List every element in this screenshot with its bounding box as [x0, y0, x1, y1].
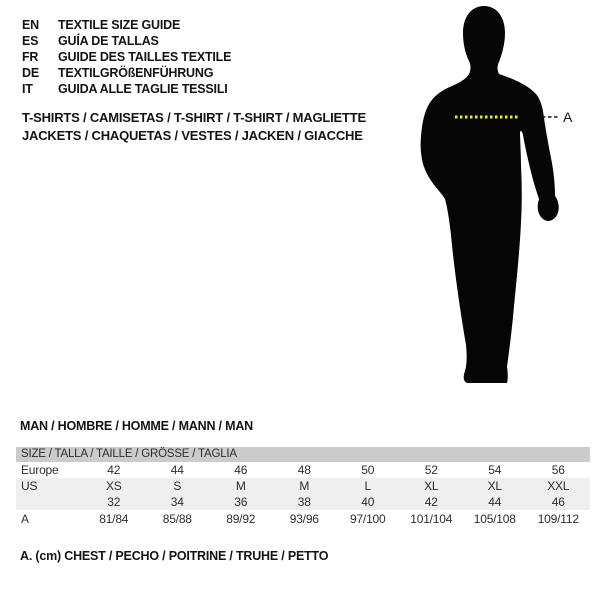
table-cell: L: [364, 479, 371, 493]
table-row: [16, 478, 590, 494]
category-jackets: JACKETS / CHAQUETAS / VESTES / JACKEN / GIACCHE: [22, 127, 363, 143]
language-row: [22, 17, 231, 33]
table-cell: XXL: [547, 479, 570, 493]
language-row: [22, 49, 231, 65]
table-cell: M: [235, 479, 246, 493]
table-cell: 48: [297, 463, 311, 477]
table-row-label: Europe: [21, 463, 59, 477]
table-row: [16, 462, 590, 478]
table-cell: 81/84: [99, 512, 129, 526]
table-cell: XL: [487, 479, 502, 493]
table-cell: 56: [551, 463, 565, 477]
language-name: TEXTILGRÖßENFÜHRUNG: [58, 66, 214, 80]
language-row: [22, 33, 231, 49]
table-cell: 36: [234, 495, 248, 509]
man-silhouette: [400, 0, 600, 400]
section-title-man: MAN / HOMBRE / HOMME / MANN / MAN: [20, 419, 253, 433]
table-cell: XS: [105, 479, 122, 493]
size-table: [16, 447, 590, 528]
language-code: IT: [22, 82, 33, 96]
table-cell: 46: [234, 463, 248, 477]
table-row: [16, 510, 590, 528]
language-code: DE: [22, 66, 39, 80]
category-lines: [22, 109, 366, 144]
language-code: EN: [22, 18, 39, 32]
language-row: [22, 65, 231, 81]
table-cell: 40: [361, 495, 375, 509]
table-cell: 46: [551, 495, 565, 509]
language-code: ES: [22, 34, 39, 48]
table-cell: 38: [297, 495, 311, 509]
table-row-label: US: [21, 479, 38, 493]
table-cell: XL: [424, 479, 439, 493]
measurement-footnote: A. (cm) CHEST / PECHO / POITRINE / TRUHE / PETTO: [20, 549, 329, 563]
table-cell: 85/88: [162, 512, 192, 526]
category-tshirts: T-SHIRTS / CAMISETAS / T-SHIRT / T-SHIRT / MAGLIETTE: [22, 110, 366, 125]
table-cell: 89/92: [226, 512, 256, 526]
table-cell: 42: [107, 463, 121, 477]
language-code: FR: [22, 50, 39, 64]
language-row: [22, 81, 231, 97]
table-cell: 97/100: [349, 512, 386, 526]
man-silhouette-shape: [421, 6, 559, 383]
table-cell: 109/112: [537, 512, 579, 526]
table-cell: 52: [424, 463, 438, 477]
table-cell: 44: [170, 463, 184, 477]
table-cell: 32: [107, 495, 121, 509]
table-cell: 54: [488, 463, 502, 477]
table-row-label: A: [21, 512, 29, 526]
table-cell: S: [173, 479, 182, 493]
table-cell: 101/104: [410, 512, 453, 526]
language-name: TEXTILE SIZE GUIDE: [58, 18, 181, 32]
language-list: [22, 17, 231, 97]
table-cell: 50: [361, 463, 375, 477]
table-row: [16, 494, 590, 510]
table-cell: 42: [424, 495, 438, 509]
language-name: GUÍA DE TALLAS: [58, 34, 159, 48]
table-cell: 105/108: [473, 512, 516, 526]
table-cell: 93/96: [289, 512, 319, 526]
language-name: GUIDE DES TAILLES TEXTILE: [58, 50, 232, 64]
size-table-header: SIZE / TALLA / TAILLE / GRÖSSE / TAGLIA: [16, 447, 590, 462]
language-name: GUIDA ALLE TAGLIE TESSILI: [58, 82, 228, 96]
measure-label-a: A: [563, 109, 573, 125]
table-cell: 34: [170, 495, 184, 509]
table-cell: 44: [488, 495, 502, 509]
size-table-rows: [16, 462, 590, 528]
table-cell: M: [299, 479, 310, 493]
